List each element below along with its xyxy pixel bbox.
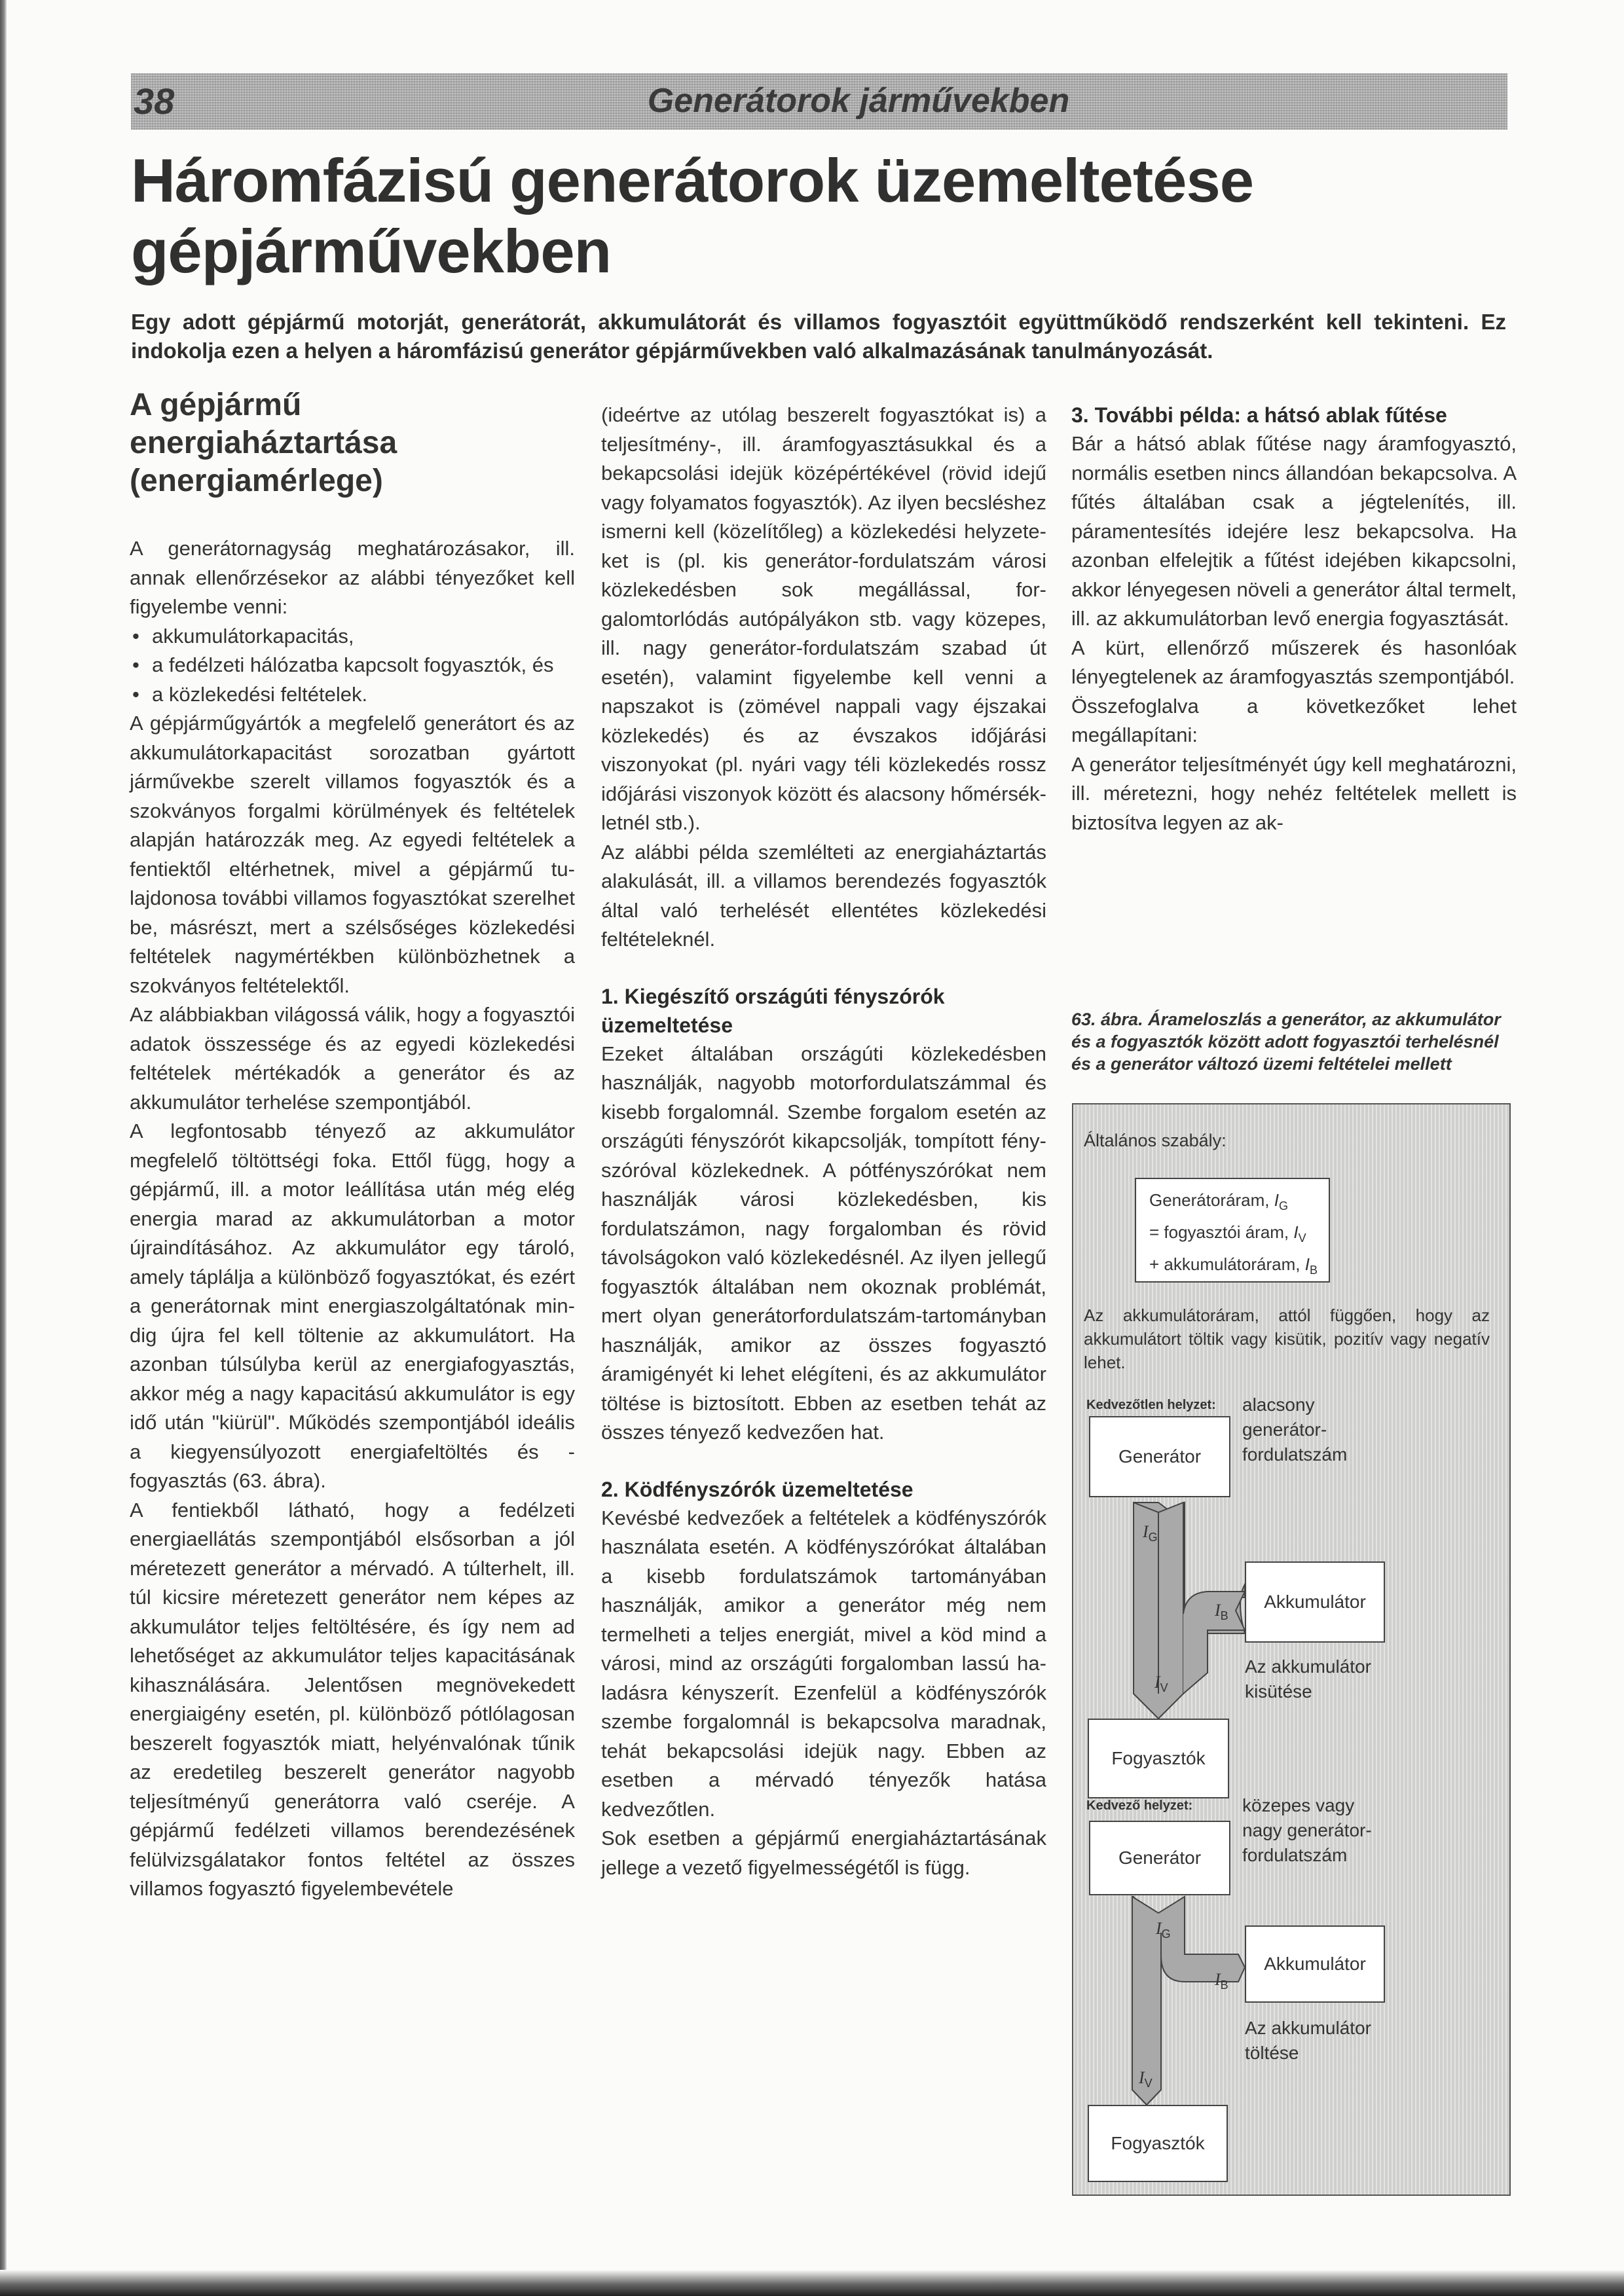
spacer — [601, 955, 1046, 982]
battery-current-label: $I_B$ — [1215, 1601, 1228, 1623]
battery-state: Az akkumulátor töltése — [1245, 2018, 1371, 2063]
paragraph: Összefoglalva a következőket lehet megállapítani: — [1071, 694, 1517, 746]
current-formula-box — [1135, 1178, 1330, 1283]
paragraph: A gépjárműgyártók a megfelelő generátort és az akkumulátorkapacitást sorozatban gyártott járművekbe szerelt villamos fogyasztók és a szokványos forgalmi körülmények és feltételek alapján határozzák meg. Az egyedi feltételek a fentiektől eltérhetnek, mivel a gépjármű tulajdonosa további villamos fogyasztókat szerelhet be, másrészt, mert a szélsőséges közlekedési feltételek nagymértékben különbözhetnek a szokványos feltételektől. — [130, 712, 575, 997]
speed-condition: alacsony generátor-fordulatszám — [1242, 1394, 1348, 1465]
paragraph: Sok esetben a gépjármű energiaháztartásának jellege a vezető figyelmességétől is függ. — [601, 1827, 1046, 1879]
paragraph: Az alábbi példa szemlélteti az energiaháztartás alakulását, ill. a villamos berendezés fogyasztók által való terhelését ellentétes közlekedési feltételeknél. — [601, 840, 1046, 951]
scenario-label: Kedvezőtlen helyzet: — [1086, 1398, 1216, 1412]
list-item: • a közlekedési feltételek. — [130, 680, 575, 710]
page-bottom-shadow — [0, 2270, 1624, 2296]
article-lead: Egy adott gépjármű motorját, generátorát, akkumulátorát és villamos fogyasztóit együttműködő rendszerként kell tekinteni. Ez indokolja ezen a helyen a háromfázisú generátor gépjárművekben való alkalmazásának tanulmányozását. — [131, 310, 1506, 363]
consumers-block: Fogyasztók — [1088, 2105, 1228, 2182]
list-item: • akkumulátorkapacitás, — [130, 622, 575, 651]
formula-line-battery: + akkumulátoráram, $I_B$ — [1149, 1254, 1318, 1277]
figure-63-current-distribution — [1072, 1103, 1511, 2196]
paragraph: A generátor teljesítményét úgy kell meghatározni, ill. méretezni, hogy nehéz feltételek mellett is biztosítva legyen az ak- — [1071, 752, 1517, 834]
battery-current-label: $I_B$ — [1215, 1970, 1228, 1992]
battery-block: Akkumulátor — [1245, 1561, 1385, 1643]
consumer-current-label: $I_V$ — [1139, 2068, 1153, 2090]
speed-condition: közepes vagy nagy generátor-fordulatszám — [1242, 1795, 1372, 1865]
paragraph: A legfontosabb tényező az akkumulátor megfelelő töltöttségi foka. Ettől függ, hogy a gépjármű, ill. a motor leállítása után még elég energia marad az akkumulátorban a motor újraindításához. Az akkumulátor egy tároló, amely táplálja a különböző fogyasztókat, és ezért a generátornak mint energiaszolgáltatónak mindig újra fel kell töltenie az akkumulátort. Ha azonban túlsúlyba kerül az energiafogyasztás, akkor még a nagy kapacitású akkumulátor is egy idő után "kiürül". Működés szempontjából ideális a kiegyensúlyozott energiafeltöltés és -fogyasztás (63. ábra). — [130, 1120, 575, 1492]
running-header — [131, 73, 1507, 130]
general-rule-label: Általános szabály: — [1084, 1131, 1227, 1150]
paragraph: (ideértve az utólag beszerelt fogyasztókat is) a teljesítmény-, ill. áramfogyasztásukkal és a bekapcsolási idejük középértékével (rövid idejű vagy folyamatos fogyasztók). Az ilyen becsléshez ismerni kell (közelítőleg) a közlekedési helyzeteket is (pl. kis generátor-fordulatszám városi közlekedésben sok megállással, forgalomtorlódás autópályákon stb. vagy közepes, ill. nagy generátor-fordulatszám szabad út esetén), valamint figyelembe kell venni a napszakot is (zömével nappali vagy éjszakai közlekedés) és az évszakos időjárási viszonyokat (pl. nyári vagy téli közlekedés rossz időjárási viszonyok között és alacsony hőmérsékletnél stb.). — [601, 403, 1046, 834]
list-item: • a fedélzeti hálózatba kapcsolt fogyasztók, és — [130, 651, 575, 680]
paragraph: Ezeket általában országúti közlekedésben használják, nagyobb motorfordulatszámmal és kisebb forgalomnál. Szembe forgalom esetén az országúti fényszórót kikapcsolják, tompított fényszóróval közlekednek. A pótfényszórókat nem használják városi közlekedésben, kis fordulatszámon, nagy forgalomban és rövid távolságokon való közlekedésnél. Az ilyen jellegű fogyasztók általában nem okoznak problémát, mert olyan generátorfordulatszám-tartományban használják, amikor az összes fogyasztó áramigényét ki lehet elégíteni, és az akkumulátor töltése is biztosított. Ebben az esetben tehát az összes tényező kedvezően hat. — [601, 1042, 1046, 1444]
middle-column — [601, 401, 1046, 1882]
left-column — [130, 386, 575, 1904]
paragraph: A kürt, ellenőrző műszerek és hasonlóak lényegtelenek az áramfogyasztás szempontjából. — [1071, 636, 1517, 688]
subsection-heading-3: 3. További példa: a hátsó ablak fűtése — [1071, 403, 1447, 427]
factor-list — [130, 622, 575, 710]
paragraph: Kevésbé kedvezőek a feltételek a ködfényszórók használata esetén. A ködfényszórókat általában a kisebb fordulatszámok tartományában használják, amikor a generátor még nem termelheti a teljes energiát, mivel a köd mind a városi, mind az országúti forgalomban lassú haladásra kényszerít. Ezenfelül a ködfényszórók szembe forgalomnál is bekapcsolva maradnak, tehát bekapcsolási idejük nagy. Ebben az esetben a mérvadó tényezők hatása kedvezőtlen. — [601, 1506, 1046, 1821]
running-title: Generátorok járművekben — [647, 82, 1070, 120]
article-title: Háromfázisú generátorok üzemeltetése gépjárművekben — [131, 146, 1254, 285]
page-binding-edge — [0, 0, 7, 2296]
formula-line-generator: Generátoráram, $I_G$ — [1149, 1190, 1288, 1213]
generator-block: Generátor — [1089, 1821, 1230, 1895]
generator-current-label: $I_G$ — [1143, 1522, 1158, 1544]
right-column — [1071, 401, 1517, 837]
section-heading-energy-balance: A gépjármű energiaháztartása (energiamérlege) — [130, 388, 397, 498]
consumer-current-label: $I_V$ — [1154, 1673, 1168, 1695]
battery-current-note: Az akkumulátoráram, attól függően, hogy az akkumulátort töltik vagy kisütik, pozitív vagy negatív lehet. — [1084, 1305, 1490, 1372]
page-number: 38 — [134, 81, 175, 122]
scenario-label: Kedvező helyzet: — [1086, 1798, 1193, 1813]
formula-line-consumers: = fogyasztói áram, $I_V$ — [1149, 1222, 1306, 1245]
paragraph: Bár a hátsó ablak fűtése nagy áramfogyasztó, normális esetben nincs állandóan bekapcsolva. A fűtés általában csak a jégtelenítés, ill. páramentesítés idejére lesz bekapcsolva. Ha azonban elfelejtik a fűtést idejében kikapcsolni, akkor lényegesen növeli a generátor által termelt, ill. az akkumulátorban levő energia fogyasztását. — [1071, 432, 1517, 630]
paragraph: Az alábbiakban világossá válik, hogy a fogyasztói adatok összessége és az egyedi közlekedési feltételek mértékadók a generátor és az akkumulátor terhelése szempontjából. — [130, 1003, 575, 1114]
paragraph: A generátornagyság meghatározásakor, ill. annak ellenőrzésekor az alábbi tényezőket kell figyelembe venni: — [130, 537, 575, 618]
consumers-block: Fogyasztók — [1088, 1719, 1229, 1798]
subsection-heading-1: 1. Kiegészítő országúti fényszórók üzemeltetése — [601, 984, 945, 1037]
battery-block: Akkumulátor — [1245, 1925, 1385, 2003]
subsection-heading-2: 2. Ködfényszórók üzemeltetése — [601, 1477, 913, 1501]
figure-caption: 63. ábra. Árameloszlás a generátor, az akkumulátor és a fogyasztók között adott fogyasztói terhelésnél és a generátor változó üzemi feltételei mellett — [1071, 1010, 1501, 1074]
spacer — [601, 1448, 1046, 1475]
battery-state: Az akkumulátor kisütése — [1245, 1656, 1371, 1702]
scenario-favourable — [1073, 1795, 1509, 2191]
generator-current-label: $I_G$ — [1156, 1919, 1171, 1941]
paragraph: A fentiekből látható, hogy a fedélzeti energiaellátás szempontjából elsősorban a jól méretezett generátor a mérvadó. A túlterhelt, ill. túl kicsire méretezett generátor nem képes az akkumulátor teljes feltöltésére, és így nem ad lehetőséget az akkumulátor teljes kapacitásának kihasználására. Jelentősen megnövekedett energiaigény esetén, pl. különböző pótlólagosan beszerelt fogyasztók miatt, helyénvalónak tűnik az eredetileg beszerelt generátor nagyobb teljesítményű generátorra való cseréje. A gépjármű fedélzeti villamos berendezésének felülvizsgálatakor fontos feltétel az összes villamos fogyasztó figyelembevétele — [130, 1498, 575, 1900]
generator-block: Generátor — [1089, 1416, 1230, 1497]
scenario-unfavourable — [1073, 1394, 1509, 1791]
